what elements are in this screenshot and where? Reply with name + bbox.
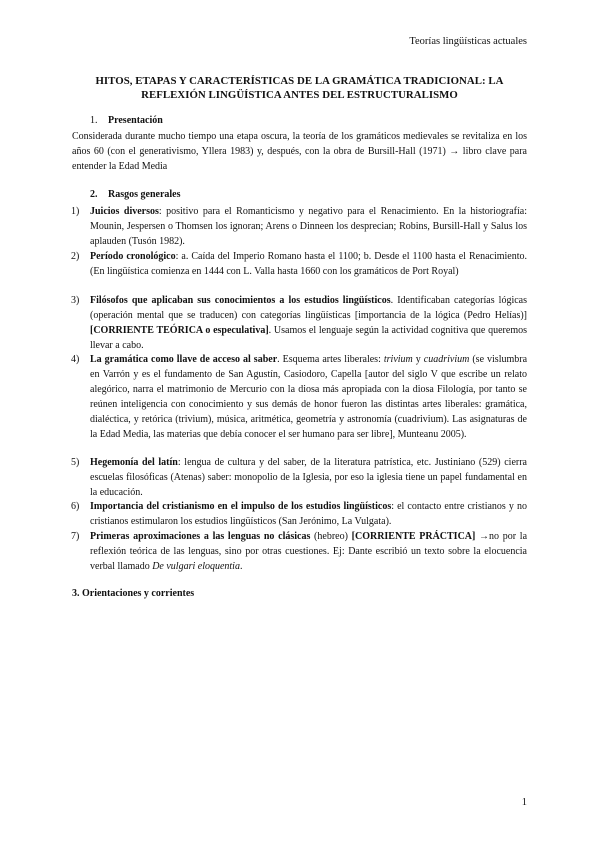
list-item-text-cont: →no por la reflexión teórica de las lenguas, sino por otras cuestiones. Ej: Dante escribió un texto sobre la elocuencia verbal llamado <box>90 531 528 572</box>
list-item-emphasis: [CORRIENTE PRÁCTICA] <box>351 531 476 542</box>
list-item-italic: De vulgari eloquentia <box>152 561 240 572</box>
list-item-text: (hebreo) <box>310 531 352 542</box>
list-item-number: 5) <box>71 457 80 468</box>
list-item-lead: Período cronológico <box>90 251 176 262</box>
title-line-1: HITOS, ETAPAS Y CARACTERÍSTICAS DE LA GRAMÁTICA TRADICIONAL: LA <box>95 75 504 87</box>
list-item-text: . Identificaban categorías lógicas (operación mental que se traducen) con categorías lingüísticas [importancia de la lógica (Pedro Helías)] <box>90 295 528 321</box>
list-item-italic: cuadrivium <box>423 354 470 365</box>
list-item-number: 2) <box>71 251 80 262</box>
section-3-heading <box>72 588 194 599</box>
section-2-number: 2. <box>90 189 98 200</box>
list-item-text: : el contacto entre cristianos y no cristianos estimularon los estudios lingüísticos (San Jerónimo, La Vulgata). <box>90 501 527 527</box>
list-item <box>71 204 527 249</box>
list-item-lead: Hegemonía del latín <box>90 457 178 468</box>
list-item <box>71 455 527 500</box>
list-item-lead: La gramática como llave de acceso al saber <box>90 354 278 365</box>
list-item-text: . Esquema artes liberales: <box>277 354 384 365</box>
section-1-text: Considerada durante mucho tiempo una etapa oscura, la teoría de los gramáticos medievales se revitaliza en los años 60 (con el generativismo, Yllera 1983) y, después, con la obra de Bursill-Hall (1971) → libro clave para entender la Edad Media <box>72 131 527 172</box>
list-item-number: 6) <box>71 501 80 512</box>
list-item <box>71 529 528 574</box>
list-item-number: 1) <box>71 206 80 217</box>
list-item <box>71 499 527 529</box>
list-item-lead: Primeras aproximaciones a las lenguas no clásicas <box>90 531 311 542</box>
list-item-lead: Juicios diversos <box>90 206 159 217</box>
section-2-heading <box>90 189 181 200</box>
list-item-emphasis: [CORRIENTE TEÓRICA o especulativa] <box>90 325 269 336</box>
list-item-text: : lengua de cultura y del saber, de la literatura patrística, etc. Justiniano (529) cierra escuelas filosóficas (Atenas) saber: monopolio de la Iglesia, por eso la iglesia tiene un papel fundamental en la educación. <box>90 457 527 498</box>
list-item-lead: Importancia del cristianismo en el impulso de los estudios lingüísticos <box>90 501 392 512</box>
list-item <box>71 249 528 279</box>
list-item <box>71 352 528 442</box>
document-title <box>72 74 527 102</box>
list-item-number: 4) <box>71 354 80 365</box>
list-item-number: 7) <box>71 531 80 542</box>
section-1-title: Presentación <box>108 115 163 126</box>
title-line-2: REFLEXIÓN LINGÜÍSTICA ANTES DEL ESTRUCTURALISMO <box>141 89 458 101</box>
list-item-number: 3) <box>71 295 80 306</box>
list-item-italic: trivium <box>383 354 413 365</box>
list-item-text-cont: . <box>239 561 243 572</box>
running-header: Teorías lingüísticas actuales <box>409 36 527 47</box>
list-item-text-cont: (se vislumbra en Varrón y es el fundamento de San Agustín, Casiodoro, Capella [autor del siglo V que escribe un relato alegórico, narra el matrimonio de Mercurio con la diosa más apropiada con la diosa Filología, por tanto se reúnen inteligencia con conocimiento y sus demás de honor fueron las distintas artes liberales: gramática, dialéctica, y retórica (trivium), música, aritmética, geometría y astronomía (cuadrivium). Las asignaturas de la Edad Media, las materias que debía conocer el ser humano para ser libre], Munteanu 2005). <box>90 354 528 440</box>
section-2-title: Rasgos generales <box>108 189 181 200</box>
list-item-text: : positivo para el Romanticismo y negativo para el Renacimiento. En la historiografía: Mounin, Jespersen o Thomsen los ignoran; Arens o Dinneen los desprecian; Robins, Bursill-Hall y Salus los aplauden (Tusón 1982). <box>90 206 527 247</box>
section-3-title: 3. Orientaciones y corrientes <box>72 588 195 599</box>
list-item-text-cont: y <box>412 354 424 365</box>
list-item-lead: Filósofos que aplicaban sus conocimientos a los estudios lingüísticos <box>90 295 391 306</box>
list-item-text-cont: . Usamos el lenguaje según la actividad cognitiva que queremos llevar a cabo. <box>90 325 527 351</box>
section-1-heading <box>90 115 163 126</box>
list-item-text: : a. Caída del Imperio Romano hasta el 1100; b. Desde el 1100 hasta el Renacimiento. (En lingüística comienza en 1444 con L. Valla hasta 1660 con los gramáticos de Port Royal) <box>90 251 528 277</box>
page-number: 1 <box>521 797 527 808</box>
list-item <box>71 293 528 353</box>
section-1-number: 1. <box>90 115 98 126</box>
